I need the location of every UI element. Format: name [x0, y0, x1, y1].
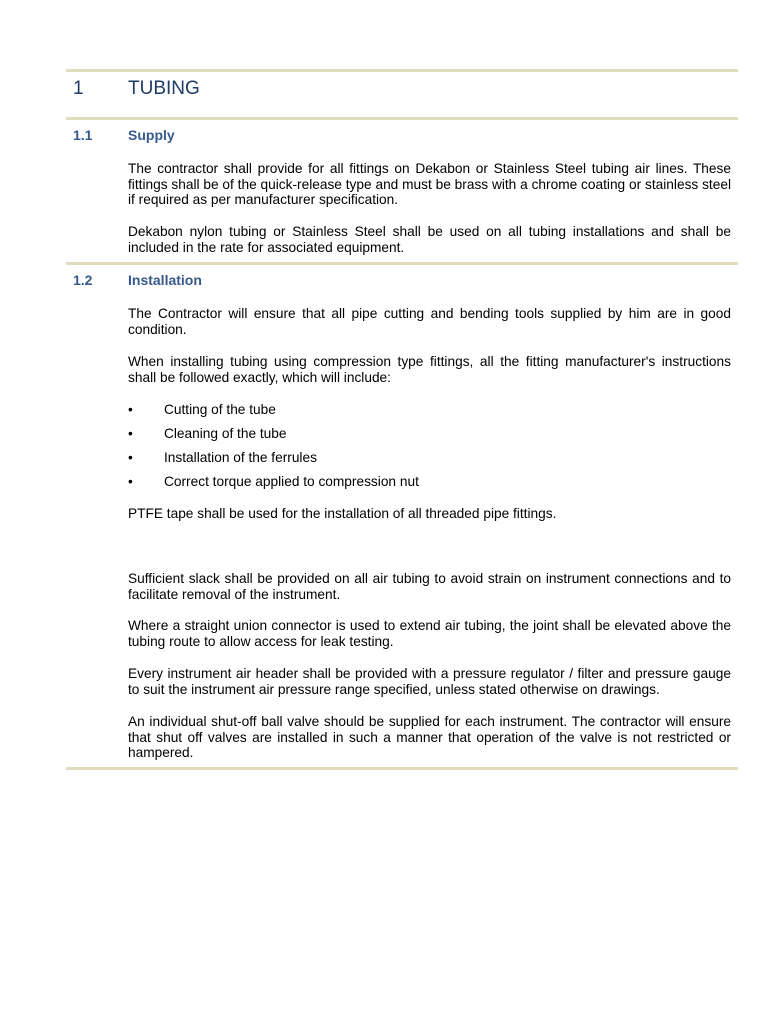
supply-paragraph: The contractor shall provide for all fittings on Dekabon or Stainless Steel tubing air lines. These fittings shall be of the quick-release type and must be brass with a chrome coating or stainless steel if required as per manufacturer specification. — [128, 161, 731, 207]
supply-divider-rule — [66, 262, 738, 265]
bullet-icon: • — [128, 474, 133, 489]
bullet-icon: • — [128, 402, 133, 417]
list-item-text: Installation of the ferrules — [164, 450, 317, 465]
bullet-icon: • — [128, 426, 133, 441]
section-bottom-rule — [66, 767, 738, 770]
bullet-icon: • — [128, 450, 133, 465]
installation-paragraph: PTFE tape shall be used for the installation of all threaded pipe fittings. — [128, 506, 557, 521]
section-top-rule — [66, 69, 738, 72]
section-divider-rule — [66, 117, 738, 120]
supply-title: Supply — [128, 127, 175, 143]
list-item-text: Cleaning of the tube — [164, 426, 287, 441]
installation-paragraph: The Contractor will ensure that all pipe cutting and bending tools supplied by him are in good condition. — [128, 306, 731, 337]
supply-paragraph: Dekabon nylon tubing or Stainless Steel shall be used on all tubing installations and shall be included in the rate for associated equipment. — [128, 224, 731, 255]
installation-number: 1.2 — [73, 272, 93, 288]
section-number: 1 — [73, 78, 84, 99]
installation-paragraph: Every instrument air header shall be provided with a pressure regulator / filter and pressure gauge to suit the instrument air pressure range specified, unless stated otherwise on drawings. — [128, 666, 731, 697]
installation-paragraph: Where a straight union connector is used to extend air tubing, the joint shall be elevated above the tubing route to allow access for leak testing. — [128, 618, 731, 649]
installation-title: Installation — [128, 272, 202, 288]
list-item-text: Correct torque applied to compression nut — [164, 474, 419, 489]
installation-paragraph: An individual shut-off ball valve should be supplied for each instrument. The contractor will ensure that shut off valves are installed in such a manner that operation of the valve is not restricted or hampered. — [128, 714, 731, 760]
installation-paragraph: When installing tubing using compression type fittings, all the fitting manufacturer's instructions shall be followed exactly, which will include: — [128, 354, 731, 385]
list-item-text: Cutting of the tube — [164, 402, 276, 417]
installation-paragraph: Sufficient slack shall be provided on all air tubing to avoid strain on instrument connections and to facilitate removal of the instrument. — [128, 571, 731, 602]
section-title: TUBING — [128, 78, 200, 99]
supply-number: 1.1 — [73, 127, 93, 143]
